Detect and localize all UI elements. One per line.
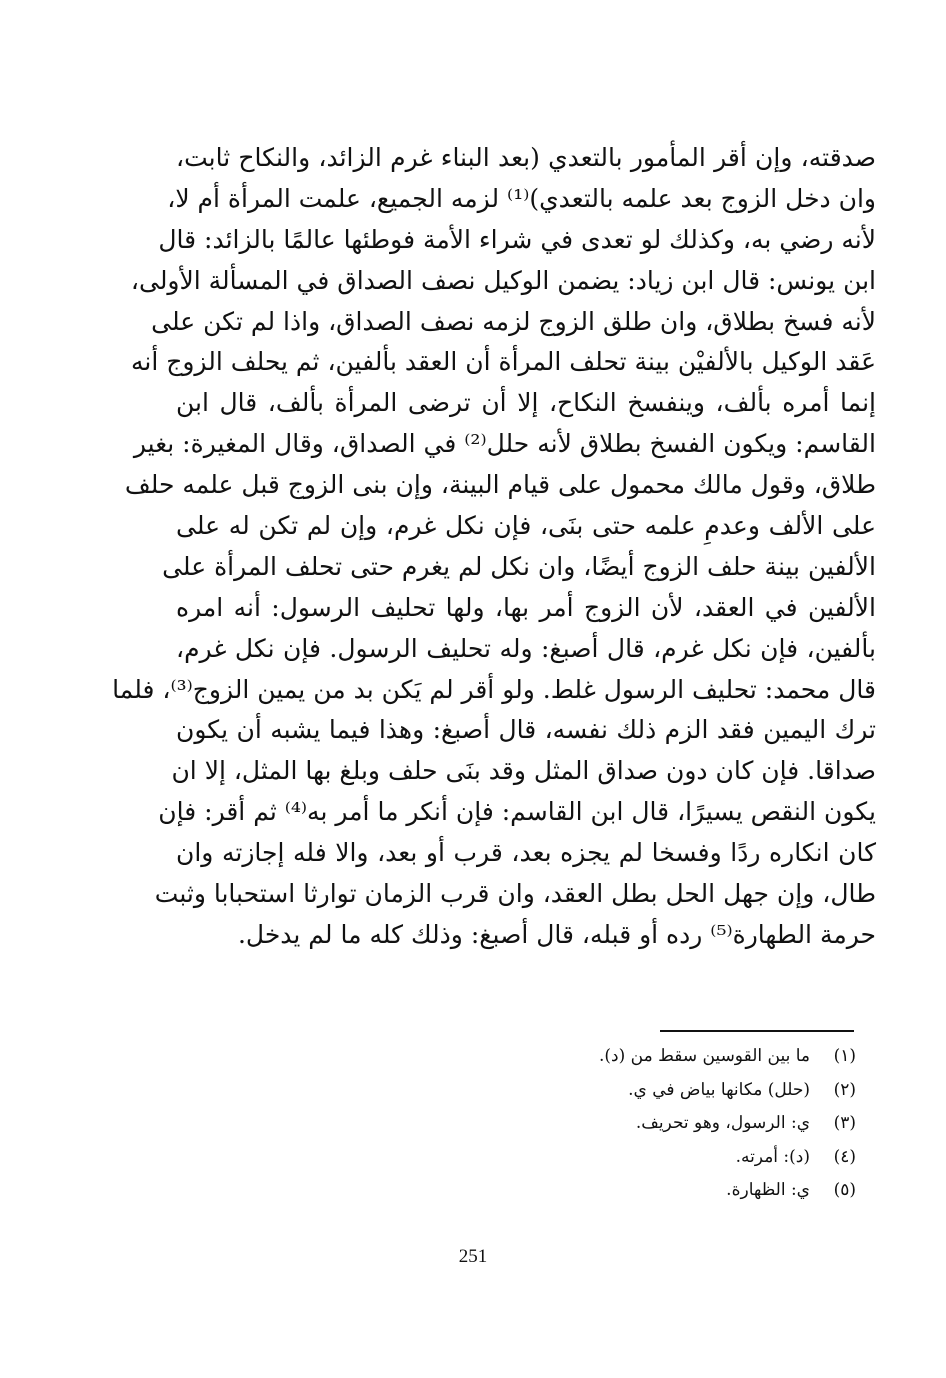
main-text-block [112,138,876,956]
body-line: على الألف وعدمِ علمه حتى بنَى، فإن نكل غرم، وإن لم تكن له على [176,511,876,541]
footnote-number: (٢) [833,1079,856,1100]
footnote-number: (٤) [833,1146,856,1167]
footnote-text: ي: الرسول، وهو تحريف. [635,1113,810,1133]
footnote-item [356,1040,856,1074]
footnote-number: (١) [833,1046,856,1066]
body-line: الألفين بينة حلف الزوج أيضًا، وان نكل لم يغرم حتى تحلف المرأة على [162,551,876,581]
body-line: لأنه رضي به، وكذلك لو تعدى في شراء الأمة فوطئها عالمًا بالزائد: قال [158,224,876,254]
body-line: صدقته، وإن أقر المأمور بالتعدي (بعد البناء غرم الزائد، والنكاح ثابت، [176,143,876,172]
body-line: كان انكاره ردًا وفسخا لم يجزه بعد، قرب أو بعد، والا فله إجازته وان [176,838,876,868]
body-line: الألفين في العقد، لأن الزوج أمر بها، ولها تحليف الرسول: أنه امره [176,592,876,622]
body-line: حرمة الطهارة⁽⁵⁾ رده أو قبله، قال أصبغ: وذلك كله ما لم يدخل. [237,919,876,949]
body-line: طال، وإن جهل الحل بطل العقد، وان قرب الزمان توارثا استحبابا وثبت [154,879,876,909]
body-line: لأنه فسخ بطلاق، وان طلق الزوج لزمه نصف الصداق، واذا لم تكن على [151,306,876,336]
footnote-number: (٣) [833,1113,856,1133]
body-line: إنما أمره بألف، وينفسخ النكاح، إلا أن ترضى المرأة بألف، قال ابن [176,388,876,418]
body-line: ترك اليمين فقد الزم ذلك نفسه، قال أصبغ: وهذا فيما يشبه أن يكون [176,715,876,745]
body-line: عَقد الوكيل بالألفيْن بينة تحلف المرأة أن العقد بألفين، ثم يحلف الزوج أنه [130,347,876,377]
body-line: قال محمد: تحليف الرسول غلط. ولو أقر لم يَكن بد من يمين الزوج⁽³⁾، فلما [112,674,876,704]
footnote-text: (د): أمرته. [735,1146,810,1167]
body-line: طلاق، وقول مالك محمول على قيام البينة، وإن بنى الزوج قبل علمه حلف [124,470,876,500]
body-line: وان دخل الزوج بعد علمه بالتعدي)⁽¹⁾ لزمه الجميع، علمت المرأة أم لا، [167,183,876,213]
body-line: ابن يونس: قال ابن زياد: يضمن الوكيل نصف الصداق في المسألة الأولى، [130,265,876,295]
body-line: صداقا. فإن كان دون صداق المثل وقد بنَى حلف وبلغ بها المثل، إلا ان [171,756,876,786]
footnote-text: ي: الظهارة. [726,1180,810,1200]
footnote-item [356,1074,856,1108]
footnote-number: (٥) [833,1180,856,1200]
body-line: القاسم: ويكون الفسخ بطلاق لأنه حلل⁽²⁾ في الصداق، وقال المغيرة: بغير [133,429,876,459]
footnote-text: ما بين القوسين سقط من (د). [599,1046,810,1066]
body-line: بألفين، فإن نكل غرم، قال أصبغ: وله تحليف الرسول. فإن نكل غرم، [176,633,876,663]
footnote-separator [660,1030,854,1032]
footnote-item [356,1107,856,1141]
body-line: يكون النقص يسيرًا، قال ابن القاسم: فإن أنكر ما أمر به⁽⁴⁾ ثم أقر: فإن [158,797,876,827]
footnotes-block [356,1040,856,1208]
footnote-item [356,1174,856,1208]
page-number: 251 [458,1246,488,1267]
footnote-item [356,1141,856,1175]
footnote-text: (حلل) مكانها بياض في ي. [628,1079,810,1100]
